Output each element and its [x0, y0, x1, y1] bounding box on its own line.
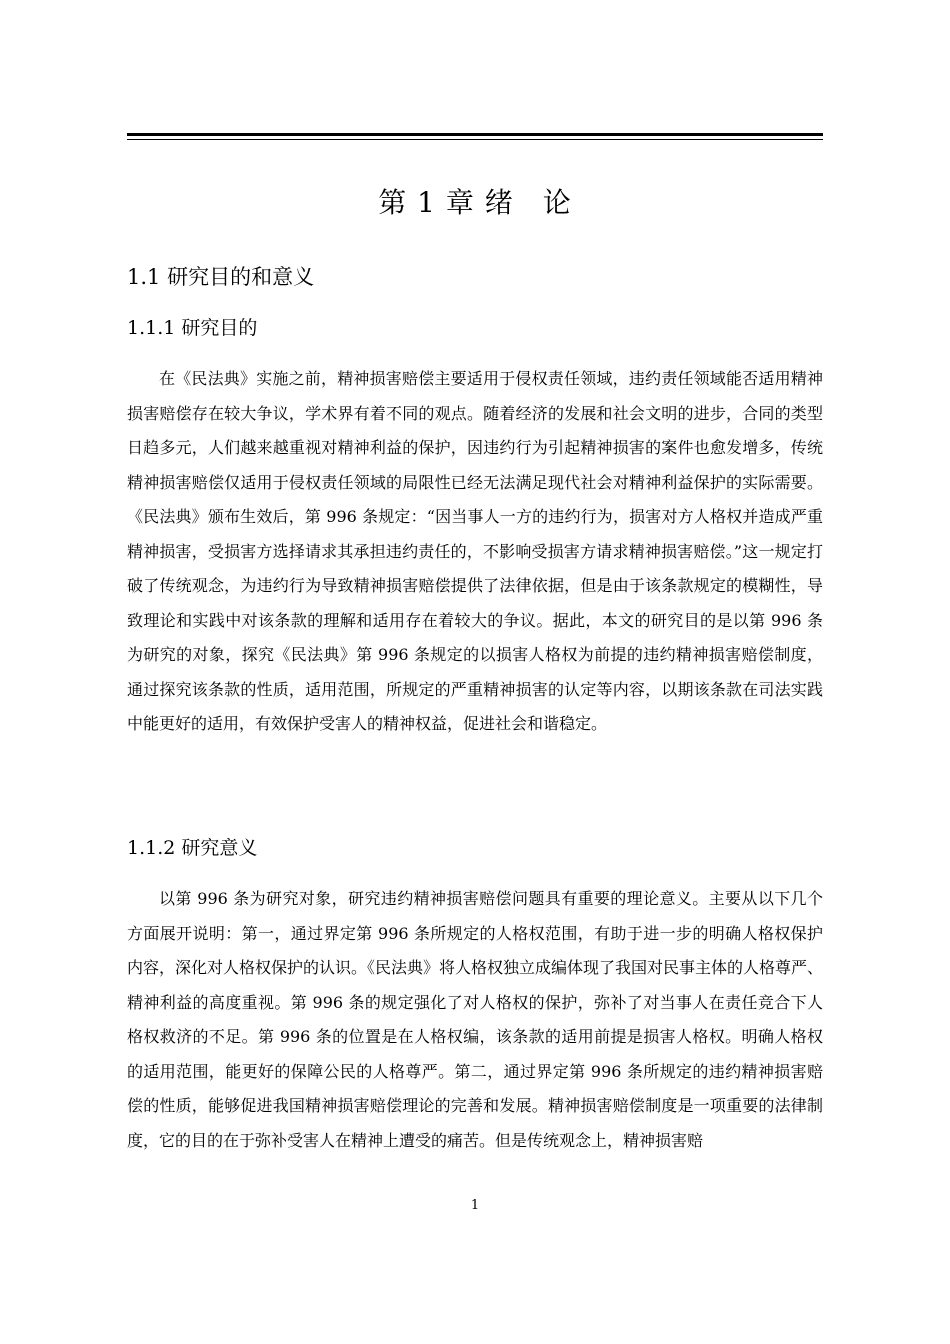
section-heading: 1.1 研究目的和意义 — [127, 265, 315, 289]
paragraph-significance: 以第 996 条为研究对象，研究违约精神损害赔偿问题具有重要的理论意义。主要从以下几个方面展开说明：第一，通过界定第 996 条所规定的人格权范围，有助于进一步的明确人格权保护内容，深化对人格权保护的认识。《民法典》将人格权独立成编体现了我国对民事主体的人格尊严、精神利益的高度重视。第 996 条的规定强化了对人格权的保护，弥补了对当事人在责任竞合下人格权救济的不足。第 996 条的位置是在人格权编，该条款的适用前提是损害人格权。明确人格权的适用范围，能更好的保障公民的人格尊严。第二，通过界定第 996 条所规定的违约精神损害赔偿的性质，能够促进我国精神损害赔偿理论的完善和发展。精神损害赔偿制度是一项重要的法律制度，它的目的在于弥补受害人在精神上遭受的痛苦。但是传统观念上，精神损害赔 — [127, 889, 824, 1150]
subsection-heading-significance: 1.1.2 研究意义 — [127, 837, 258, 859]
page-number: 1 — [470, 1198, 480, 1213]
paragraph-purpose: 在《民法典》实施之前，精神损害赔偿主要适用于侵权责任领域，违约责任领域能否适用精神损害赔偿存在较大争议，学术界有着不同的观点。随着经济的发展和社会文明的进步，合同的类型日趋多元，人们越来越重视对精神利益的保护，因违约行为引起精神损害的案件也愈发增多，传统精神损害赔偿仅适用于侵权责任领域的局限性已经无法满足现代社会对精神利益保护的实际需要。《民法典》颁布生效后，第 996 条规定：“因当事人一方的违约行为，损害对方人格权并造成严重精神损害，受损害方选择请求其承担违约责任的，不影响受损害方请求精神损害赔偿。”这一规定打破了传统观念，为违约行为导致精神损害赔偿提供了法律依据，但是由于该条款规定的模糊性，导致理论和实践中对该条款的理解和适用存在着较大的争议。据此，本文的研究目的是以第 996 条为研究的对象，探究《民法典》第 996 条规定的以损害人格权为前提的违约精神损害赔偿制度，通过探究该条款的性质，适用范围，所规定的严重精神损害的认定等内容，以期该条款在司法实践中能更好的适用，有效保护受害人的精神权益，促进社会和谐稳定。 — [127, 369, 823, 733]
header-rule-thick — [127, 133, 823, 136]
chapter-title: 第 1 章 绪 论 — [378, 186, 572, 219]
subsection-heading-purpose: 1.1.1 研究目的 — [127, 317, 258, 339]
header-rule-thin — [127, 139, 823, 140]
